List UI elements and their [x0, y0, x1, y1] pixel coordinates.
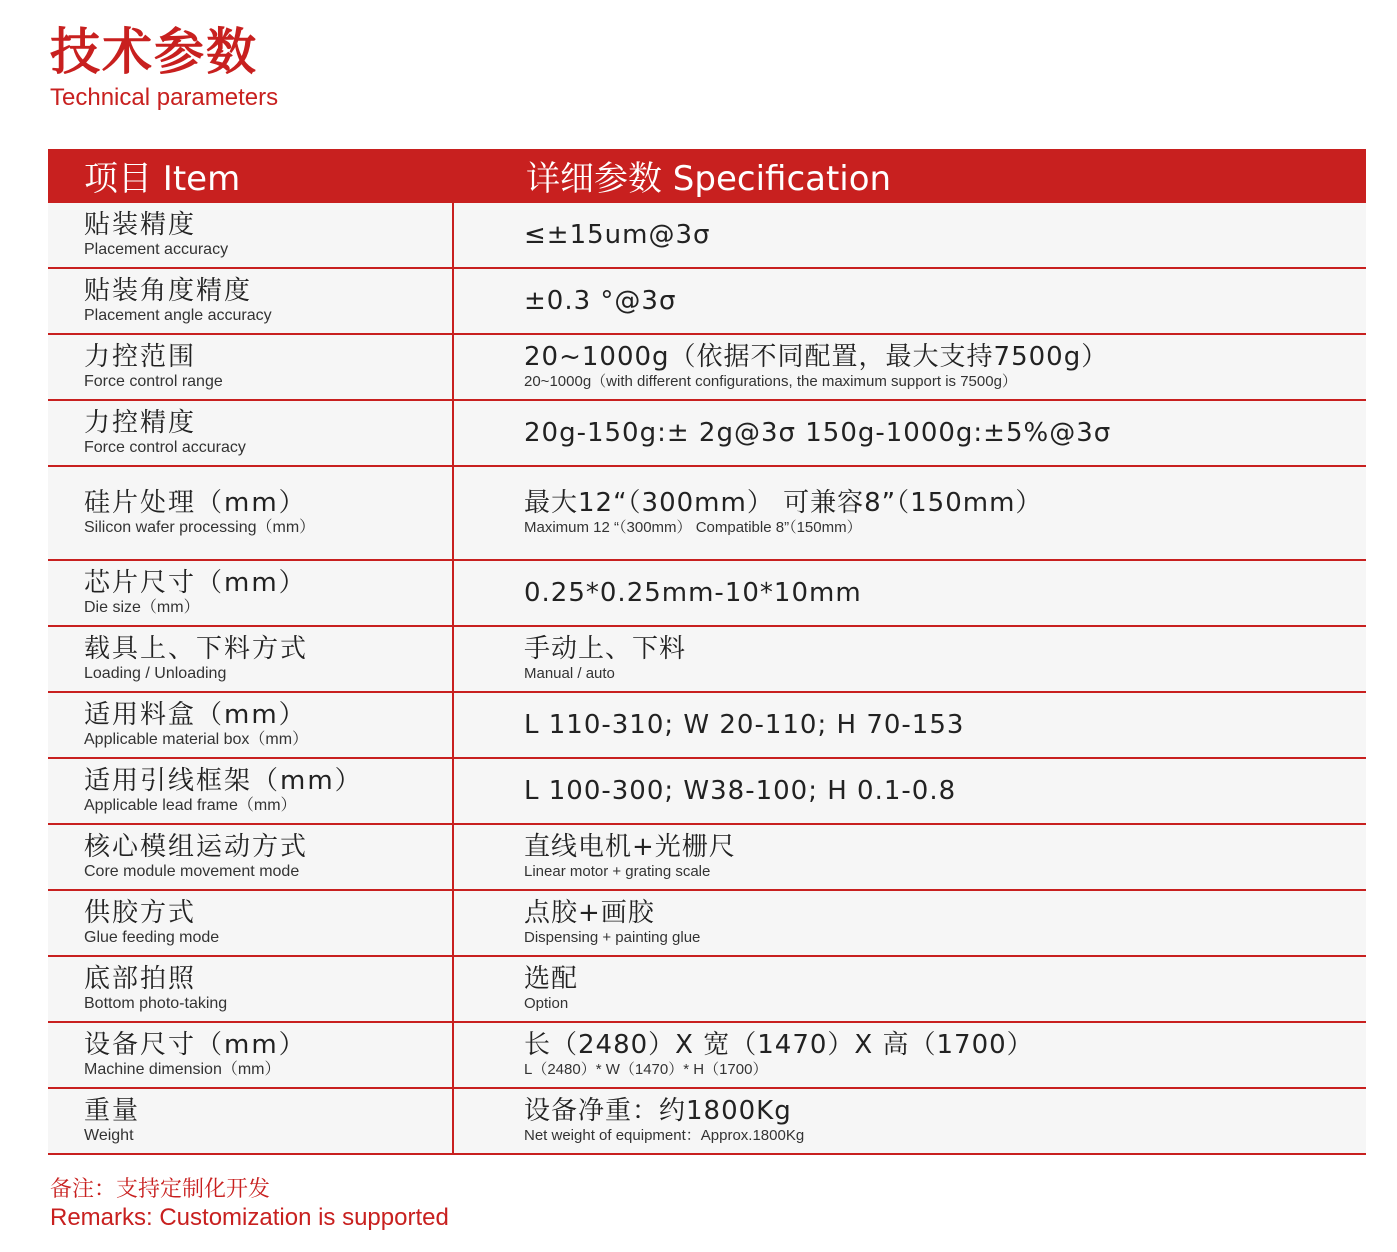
spec-value: L 100-300; W38-100; H 0.1-0.8: [524, 776, 957, 806]
item-name-en: Machine dimension（mm）: [84, 1061, 281, 1078]
item-cell: [48, 825, 454, 889]
item-name-en: Applicable lead frame（mm）: [84, 797, 297, 814]
remarks-zh: 备注：支持定制化开发: [50, 1177, 271, 1202]
item-cell: [48, 203, 454, 267]
item-name-zh: 设备尺寸（mm）: [84, 1030, 307, 1060]
item-cell: [48, 1089, 454, 1153]
spec-value: 长（2480）X 宽（1470）X 高（1700）: [524, 1030, 1034, 1060]
header-spec: 详细参数 Specification: [526, 158, 892, 199]
table-row: [48, 1089, 1366, 1155]
spec-cell: [454, 627, 1366, 691]
spec-value: 20g-150g:± 2g@3σ 150g-1000g:±5%@3σ: [524, 418, 1112, 448]
table-row: [48, 467, 1366, 561]
table-row: [48, 693, 1366, 759]
item-cell: [48, 401, 454, 465]
spec-value: 最大12“（300mm） 可兼容8”（150mm）: [524, 488, 1043, 518]
table-row: [48, 203, 1366, 269]
table-row: [48, 957, 1366, 1023]
spec-cell: [454, 467, 1366, 559]
spec-value-en: Option: [524, 995, 569, 1012]
item-name-en: Placement accuracy: [84, 241, 229, 258]
item-name-zh: 芯片尺寸（mm）: [84, 568, 307, 598]
item-cell: [48, 693, 454, 757]
table-row: [48, 561, 1366, 627]
table-header: [48, 149, 1366, 203]
spec-value: 点胶+画胶: [524, 898, 655, 928]
spec-value: 手动上、下料: [524, 634, 687, 664]
item-name-en: Weight: [84, 1127, 134, 1144]
spec-cell: [454, 269, 1366, 333]
item-cell: [48, 891, 454, 955]
spec-cell: [454, 1023, 1366, 1087]
spec-value: 选配: [524, 964, 579, 994]
table-row: [48, 891, 1366, 957]
spec-value-en: Net weight of equipment：Approx.1800Kg: [524, 1127, 805, 1144]
spec-cell: [454, 1089, 1366, 1153]
page-subtitle: Technical parameters: [50, 84, 279, 111]
table-row: [48, 269, 1366, 335]
spec-value: 20~1000g（依据不同配置，最大支持7500g）: [524, 342, 1109, 372]
spec-value: 0.25*0.25mm-10*10mm: [524, 578, 862, 608]
header-item: 项目 Item: [84, 158, 241, 199]
item-name-zh: 力控范围: [84, 342, 197, 372]
remarks: [50, 1176, 449, 1232]
spec-cell: [454, 825, 1366, 889]
item-cell: [48, 467, 454, 559]
spec-value-en: Linear motor + grating scale: [524, 863, 711, 880]
item-name-en: Loading / Unloading: [84, 665, 227, 682]
spec-value: ±0.3 °@3σ: [524, 286, 677, 316]
spec-value-en: Maximum 12 “（300mm） Compatible 8”（150mm）: [524, 519, 862, 536]
spec-cell: [454, 957, 1366, 1021]
spec-cell: [454, 335, 1366, 399]
spec-value: L 110-310; W 20-110; H 70-153: [524, 710, 965, 740]
spec-cell: [454, 693, 1366, 757]
table-row: [48, 401, 1366, 467]
item-name-en: Force control range: [84, 373, 223, 390]
item-cell: [48, 627, 454, 691]
item-name-en: Bottom photo-taking: [84, 995, 228, 1012]
spec-cell: [454, 759, 1366, 823]
spec-value-en: Dispensing + painting glue: [524, 929, 701, 946]
table-body: [48, 203, 1366, 1155]
item-name-en: Die size（mm）: [84, 599, 200, 616]
spec-value-en: 20~1000g（with different configurations, the maximum support is 7500g）: [524, 373, 1017, 390]
item-name-zh: 供胶方式: [84, 898, 197, 928]
item-name-en: Silicon wafer processing（mm）: [84, 519, 316, 536]
item-cell: [48, 561, 454, 625]
spec-value: 直线电机+光栅尺: [524, 832, 736, 862]
item-name-en: Placement angle accuracy: [84, 307, 272, 324]
item-name-en: Force control accuracy: [84, 439, 246, 456]
remarks-en: Remarks: Customization is supported: [50, 1204, 449, 1231]
table-row: [48, 1023, 1366, 1089]
item-cell: [48, 957, 454, 1021]
item-cell: [48, 269, 454, 333]
spec-value: ≤±15um@3σ: [524, 220, 711, 250]
item-name-en: Applicable material box（mm）: [84, 731, 309, 748]
table-row: [48, 335, 1366, 401]
item-name-en: Core module movement mode: [84, 863, 300, 880]
spec-value-en: L（2480）* W（1470）* H（1700）: [524, 1061, 768, 1078]
spec-cell: [454, 561, 1366, 625]
item-name-zh: 硅片处理（mm）: [84, 488, 307, 518]
item-cell: [48, 759, 454, 823]
item-name-zh: 载具上、下料方式: [84, 634, 309, 664]
spec-value-en: Manual / auto: [524, 665, 615, 682]
item-name-zh: 适用料盒（mm）: [84, 700, 307, 730]
item-cell: [48, 1023, 454, 1087]
item-name-zh: 力控精度: [84, 408, 197, 438]
item-name-zh: 适用引线框架（mm）: [84, 766, 363, 796]
table-row: [48, 825, 1366, 891]
table-row: [48, 627, 1366, 693]
title-block: [50, 22, 278, 112]
item-cell: [48, 335, 454, 399]
item-name-zh: 重量: [84, 1096, 141, 1126]
spec-value: 设备净重：约1800Kg: [524, 1096, 792, 1126]
item-name-zh: 贴装角度精度: [84, 276, 253, 306]
spec-cell: [454, 891, 1366, 955]
spec-cell: [454, 401, 1366, 465]
item-name-en: Glue feeding mode: [84, 929, 220, 946]
item-name-zh: 贴装精度: [84, 210, 197, 240]
page-title: 技术参数: [50, 23, 258, 81]
table-row: [48, 759, 1366, 825]
item-name-zh: 核心模组运动方式: [84, 832, 309, 862]
spec-table: [48, 149, 1366, 1155]
item-name-zh: 底部拍照: [84, 964, 197, 994]
spec-cell: [454, 203, 1366, 267]
